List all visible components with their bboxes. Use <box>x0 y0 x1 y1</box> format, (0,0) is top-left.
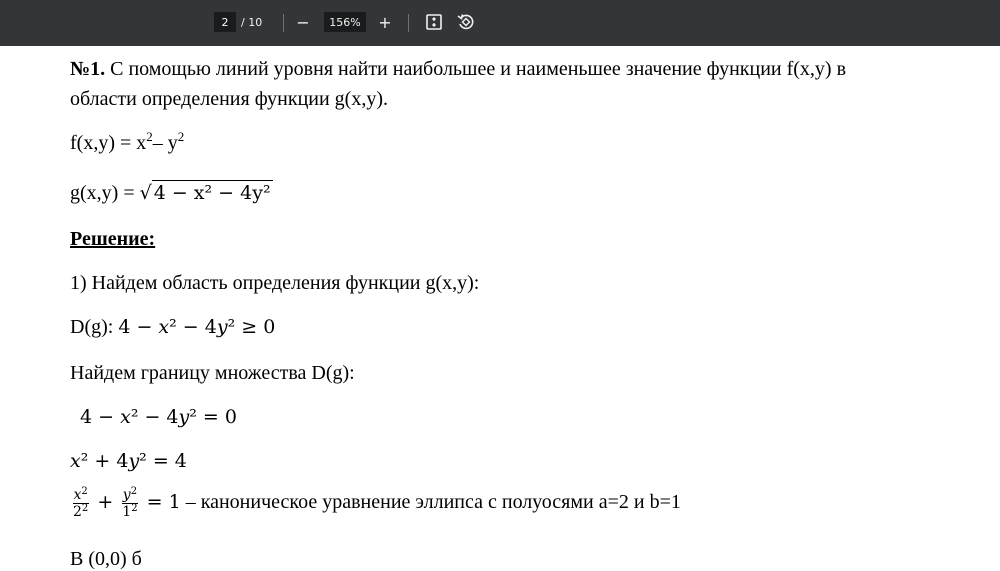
rotate-button[interactable] <box>455 11 477 33</box>
boundary-equation: 4 − x² − 4y² = 0 <box>80 406 237 428</box>
g-expression: √ 4 − x² − 4y² <box>139 182 271 204</box>
g-definition <box>70 182 273 205</box>
pdf-toolbar <box>0 0 1000 46</box>
fit-page-button[interactable] <box>423 11 445 33</box>
zoom-out-button[interactable]: − <box>296 12 310 32</box>
fit-page-icon <box>425 13 443 31</box>
ellipse-equation: x² + 4y² = 4 <box>70 450 187 472</box>
canonical-equation-line: $\frac{x^2}{2^2}$ + $\frac{y^2}{1^2}$ = 1 – каноническое уравнение эллипса с полуосями a=2 и b=1 <box>73 486 681 520</box>
f-expression: $x^2-$ $y^2$ <box>136 129 185 154</box>
g-label: g(x,y) = <box>70 182 140 204</box>
rotate-icon <box>456 12 476 32</box>
dg-label: D(g): <box>70 316 119 338</box>
problem-text: С помощью линий уровня найти наибольшее и наименьшее значение функции f(x,y) в <box>105 58 847 80</box>
domain-expression: 4 − x² − 4y² ≥ 0 <box>118 316 276 338</box>
canonical-description: – каноническое уравнение эллипса с полуосями a=2 и b=1 <box>180 491 681 514</box>
fraction-x: $\frac{x^2}{2^2}$ <box>73 486 89 520</box>
f-definition <box>70 129 185 155</box>
problem-statement-line-2: области определения функции g(x,y). <box>70 88 388 110</box>
cut-off-line: В (0,0) б <box>70 548 142 570</box>
zoom-in-button[interactable]: + <box>378 12 392 32</box>
page-total: / 10 <box>241 15 263 29</box>
domain-inequality <box>70 316 275 339</box>
problem-statement-line-1 <box>70 58 846 81</box>
toolbar-divider <box>283 14 284 32</box>
step-1: 1) Найдем область определения функции g(x,y): <box>70 272 480 294</box>
boundary-text: Найдем границу множества D(g): <box>70 362 355 384</box>
f-label: f(x,y) = <box>70 132 137 154</box>
problem-number: №1. <box>70 58 106 80</box>
page-number-input[interactable]: 2 <box>214 12 236 32</box>
toolbar-divider <box>408 14 409 32</box>
solution-heading: Решение: <box>70 228 156 250</box>
fraction-y: $\frac{y^2}{1^2}$ <box>122 486 138 520</box>
zoom-level-input[interactable]: 156% <box>324 12 366 32</box>
pdf-page <box>0 46 1000 570</box>
